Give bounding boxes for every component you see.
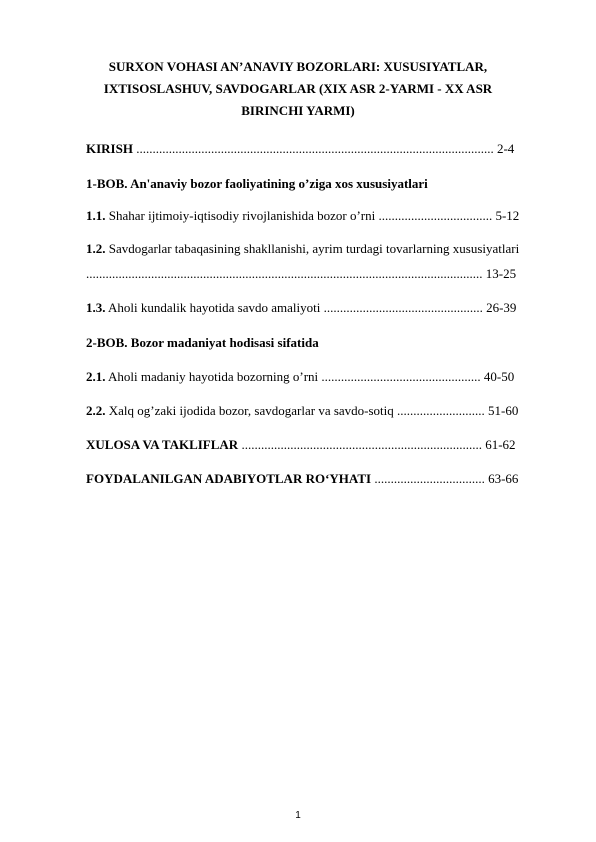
toc-2-1-pages: 40-50	[480, 369, 515, 384]
toc-1-2-text: Savdogarlar tabaqasining shakllanishi, ayrim turdagi tovarlarning xususiyatlari	[105, 241, 520, 256]
toc-xulosa-label: XULOSA VA TAKLIFLAR	[86, 437, 239, 452]
toc-xulosa-dots: ..........................................................................	[238, 437, 482, 452]
toc-2-2-number: 2.2.	[86, 403, 106, 418]
toc-kirish-dots: ..............................................................................................................	[132, 141, 497, 156]
toc-1-2-number: 1.2.	[86, 241, 106, 256]
toc-1-3-pages: 26-39	[482, 300, 517, 315]
toc-entry-1-2-continued[interactable]	[86, 266, 555, 282]
document-title: SURXON VOHASI AN’ANAVIY BOZORLARI: XUSUSIYATLAR, IXTISOSLASHUV, SAVDOGARLAR (XIX ASR 2-YARMI - XX ASR BIRINCHI YARMI)	[103, 59, 493, 118]
toc-adabiyot-dots: ..................................	[371, 471, 485, 486]
toc-xulosa-pages: 61-62	[481, 437, 516, 452]
toc-adabiyot-pages: 63-66	[484, 471, 519, 486]
toc-entry-kirish[interactable]	[86, 141, 555, 157]
toc-2-2-pages: 51-60	[484, 403, 519, 418]
toc-chapter-1[interactable]: 1-BOB. An'anaviy bozor faoliyatining o’ziga xos xususiyatlari	[86, 176, 428, 191]
toc-entry-adabiyot[interactable]	[86, 471, 555, 487]
toc-kirish-pages: 2-4	[496, 141, 515, 156]
toc-2-1-text: Aholi madaniy hayotida bozorning o’rni	[105, 369, 322, 384]
toc-1-2-dots: ..........................................................................................................................	[86, 266, 483, 281]
toc-entry-1-3[interactable]	[86, 300, 555, 316]
toc-1-1-dots: ...................................	[378, 208, 493, 223]
toc-entry-2-1[interactable]	[86, 369, 555, 385]
toc-1-3-number: 1.3.	[86, 300, 106, 315]
toc-1-1-number: 1.1.	[86, 208, 106, 223]
page-number: 1	[295, 810, 301, 821]
toc-kirish-label: KIRISH	[86, 141, 133, 156]
toc-adabiyot-label: FOYDALANILGAN ADABIYOTLAR RO‘YHATI	[86, 471, 372, 486]
toc-2-1-number: 2.1.	[86, 369, 106, 384]
toc-1-2-pages: 13-25	[482, 266, 517, 281]
toc-entry-2-2[interactable]	[86, 403, 555, 419]
toc-1-1-text: Shahar ijtimoiy-iqtisodiy rivojlanishida bozor o’rni	[105, 208, 379, 223]
toc-2-2-text: Xalq og’zaki ijodida bozor, savdogarlar va savdo-sotiq	[105, 403, 398, 418]
toc-2-2-dots: ...........................	[397, 403, 485, 418]
toc-entry-1-1[interactable]	[86, 208, 555, 224]
toc-1-3-dots: .................................................	[323, 300, 483, 315]
toc-chapter-2[interactable]: 2-BOB. Bozor madaniyat hodisasi sifatida	[86, 335, 319, 350]
toc-entry-xulosa[interactable]	[86, 437, 555, 453]
toc-2-1-dots: .................................................	[321, 369, 481, 384]
toc-1-1-pages: 5-12	[492, 208, 520, 223]
toc-1-3-text: Aholi kundalik hayotida savdo amaliyoti	[105, 300, 324, 315]
toc-entry-1-2[interactable]	[86, 241, 555, 257]
